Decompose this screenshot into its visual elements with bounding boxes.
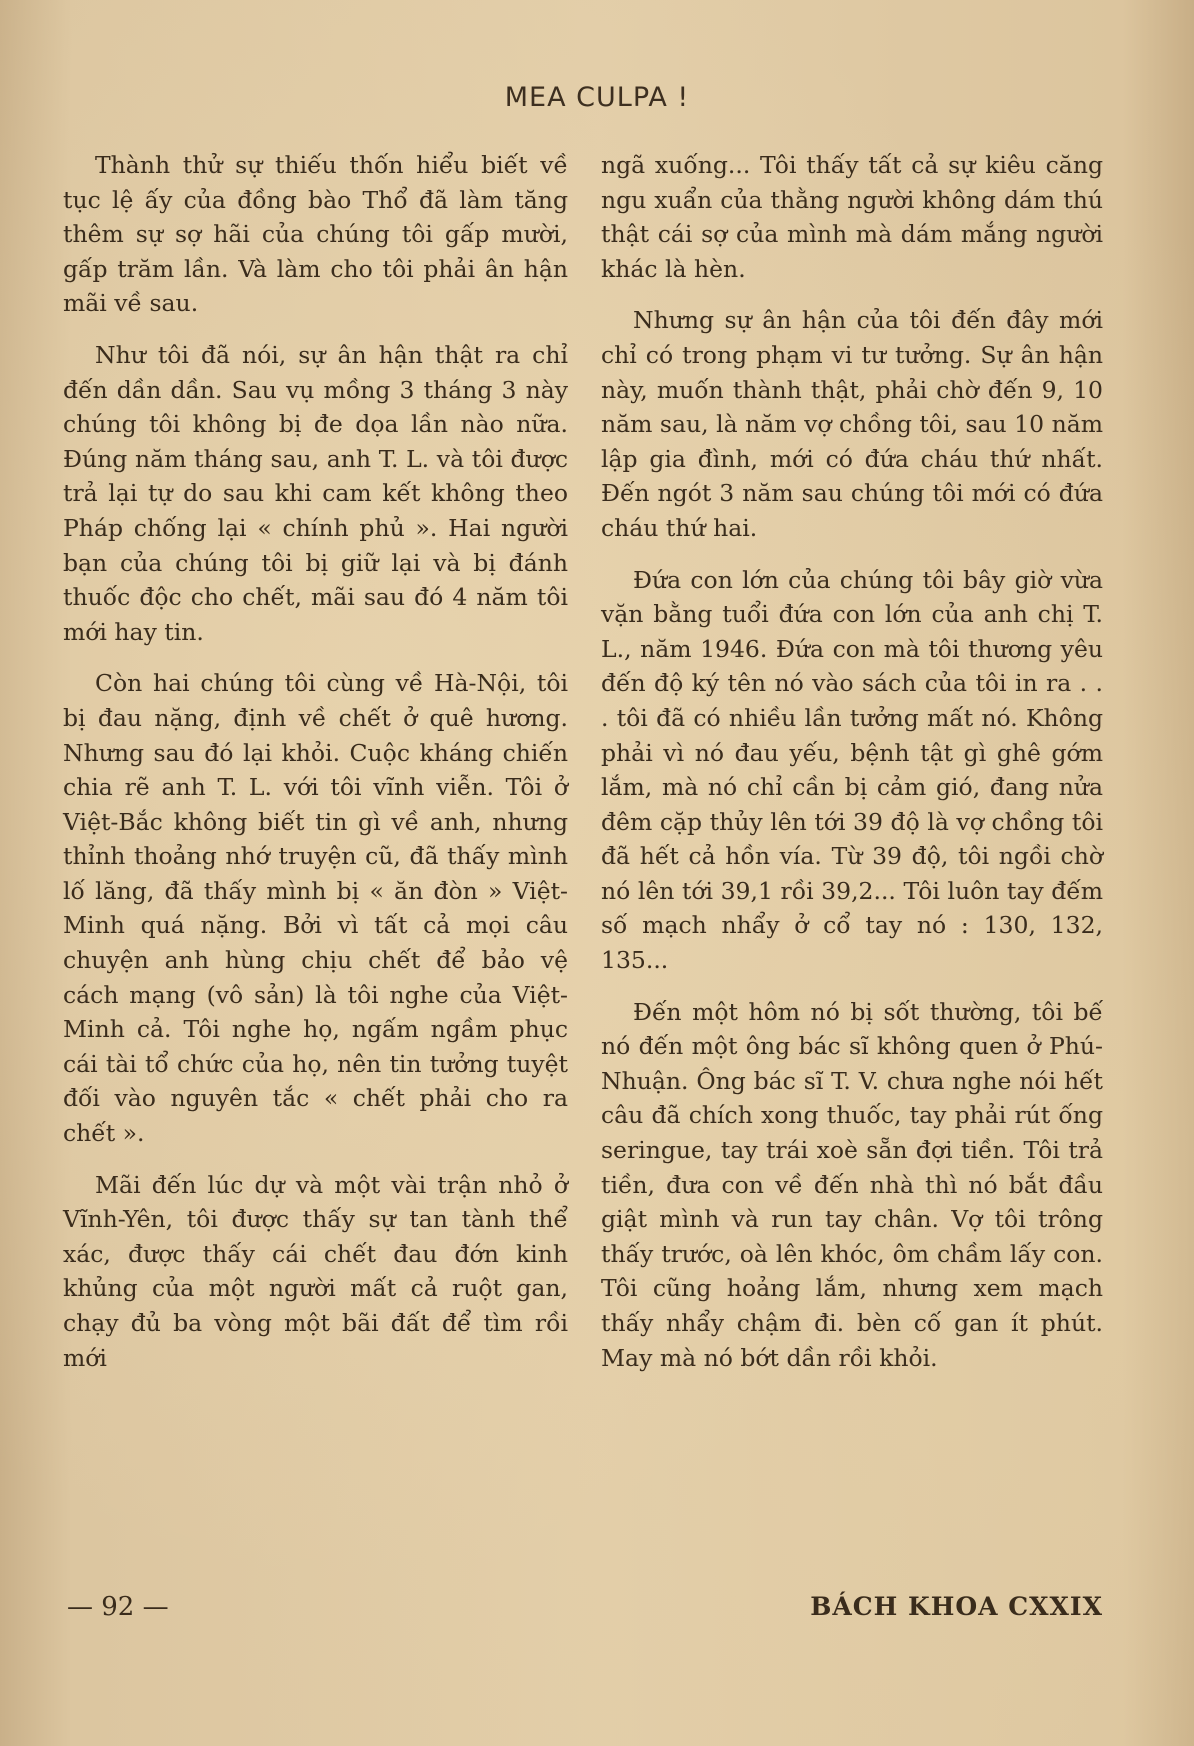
running-title: MEA CULPA ! [504,82,690,113]
paragraph: Đứa con lớn của chúng tôi bây giờ vừa vặn bằng tuổi đứa con lớn của anh chị T. L., năm 1946. Đứa con mà tôi thương yêu đến độ ký tên nó vào sách của tôi in ra . . . tôi đã có nhiều lần tưởng mất nó. Không phải vì nó đau yếu, bệnh tật gì ghê gớm lắm, mà nó chỉ cần bị cảm gió, đang nửa đêm cặp thủy lên tới 39 độ là vợ chồng tôi đã hết cả hồn vía. Từ 39 độ, tôi ngồi chờ nó lên tới 39,1 rồi 39,2... Tôi luôn tay đếm số mạch nhẩy ở cổ tay nó : 130, 132, 135... [601,565,1103,975]
left-column [63,148,568,1392]
page-number: — 92 — [67,1592,169,1622]
paragraph: Còn hai chúng tôi cùng về Hà-Nội, tôi bị đau nặng, định về chết ở quê hương. Nhưng sau đó lại khỏi. Cuộc kháng chiến chia rẽ anh T. L. với tôi vĩnh viễn. Tôi ở Việt-Bắc không biết tin gì về anh, nhưng thỉnh thoảng nhớ truyện cũ, đã thấy mình lố lăng, đã thấy mình bị « ăn đòn » Việt-Minh quá nặng. Bởi vì tất cả mọi câu chuyện anh hùng chịu chết để bảo vệ cách mạng (vô sản) là tôi nghe của Việt-Minh cả. Tôi nghe họ, ngấm ngầm phục cái tài tổ chức của họ, nên tin tưởng tuyệt đối vào nguyên tắc « chết phải cho ra chết ». [63,669,568,1148]
right-column [601,148,1103,1392]
paragraph: Thành thử sự thiếu thốn hiểu biết về tục lệ ấy của đồng bào Thổ đã làm tăng thêm sự sợ hãi của chúng tôi gấp mười, gấp trăm lần. Và làm cho tôi phải ân hận mãi về sau. [63,151,568,318]
paragraph: Mãi đến lúc dự và một vài trận nhỏ ở Vĩnh-Yên, tôi được thấy sự tan tành thể xác, được thấy cái chết đau đớn kinh khủng của một người mất cả ruột gan, chạy đủ ba vòng một bãi đất để tìm rồi mới [63,1170,568,1372]
paragraph: Đến một hôm nó bị sốt thường, tôi bế nó đến một ông bác sĩ không quen ở Phú-Nhuận. Ông bác sĩ T. V. chưa nghe nói hết câu đã chích xong thuốc, tay phải rút ống seringue, tay trái xoè sẵn đợi tiền. Tôi trả tiền, đưa con về đến nhà thì nó bắt đầu giật mình và run tay chân. Vợ tôi trông thấy trước, oà lên khóc, ôm chầm lấy con. Tôi cũng hoảng lắm, nhưng xem mạch thấy nhẩy chậm đi. bèn cố gan ít phút. May mà nó bớt dần rồi khỏi. [601,997,1103,1372]
paragraph: Như tôi đã nói, sự ân hận thật ra chỉ đến dần dần. Sau vụ mồng 3 tháng 3 này chúng tôi không bị đe dọa lần nào nữa. Đúng năm tháng sau, anh T. L. và tôi được trả lại tự do sau khi cam kết không theo Pháp chống lại « chính phủ ». Hai người bạn của chúng tôi bị giữ lại và bị đánh thuốc độc cho chết, mãi sau đó 4 năm tôi mới hay tin. [63,340,568,646]
journal-issue: BÁCH KHOA CXXIX [810,1592,1103,1621]
paragraph-continued: ngã xuống... Tôi thấy tất cả sự kiêu căng ngu xuẩn của thằng người không dám thú thật cái sợ của mình mà dám mắng người khác là hèn. [601,151,1103,283]
paragraph: Nhưng sự ân hận của tôi đến đây mới chỉ có trong phạm vi tư tưởng. Sự ân hận này, muốn thành thật, phải chờ đến 9, 10 năm sau, là năm vợ chồng tôi, sau 10 năm lập gia đình, mới có đứa cháu thứ nhất. Đến ngót 3 năm sau chúng tôi mới có đứa cháu thứ hai. [601,306,1103,542]
